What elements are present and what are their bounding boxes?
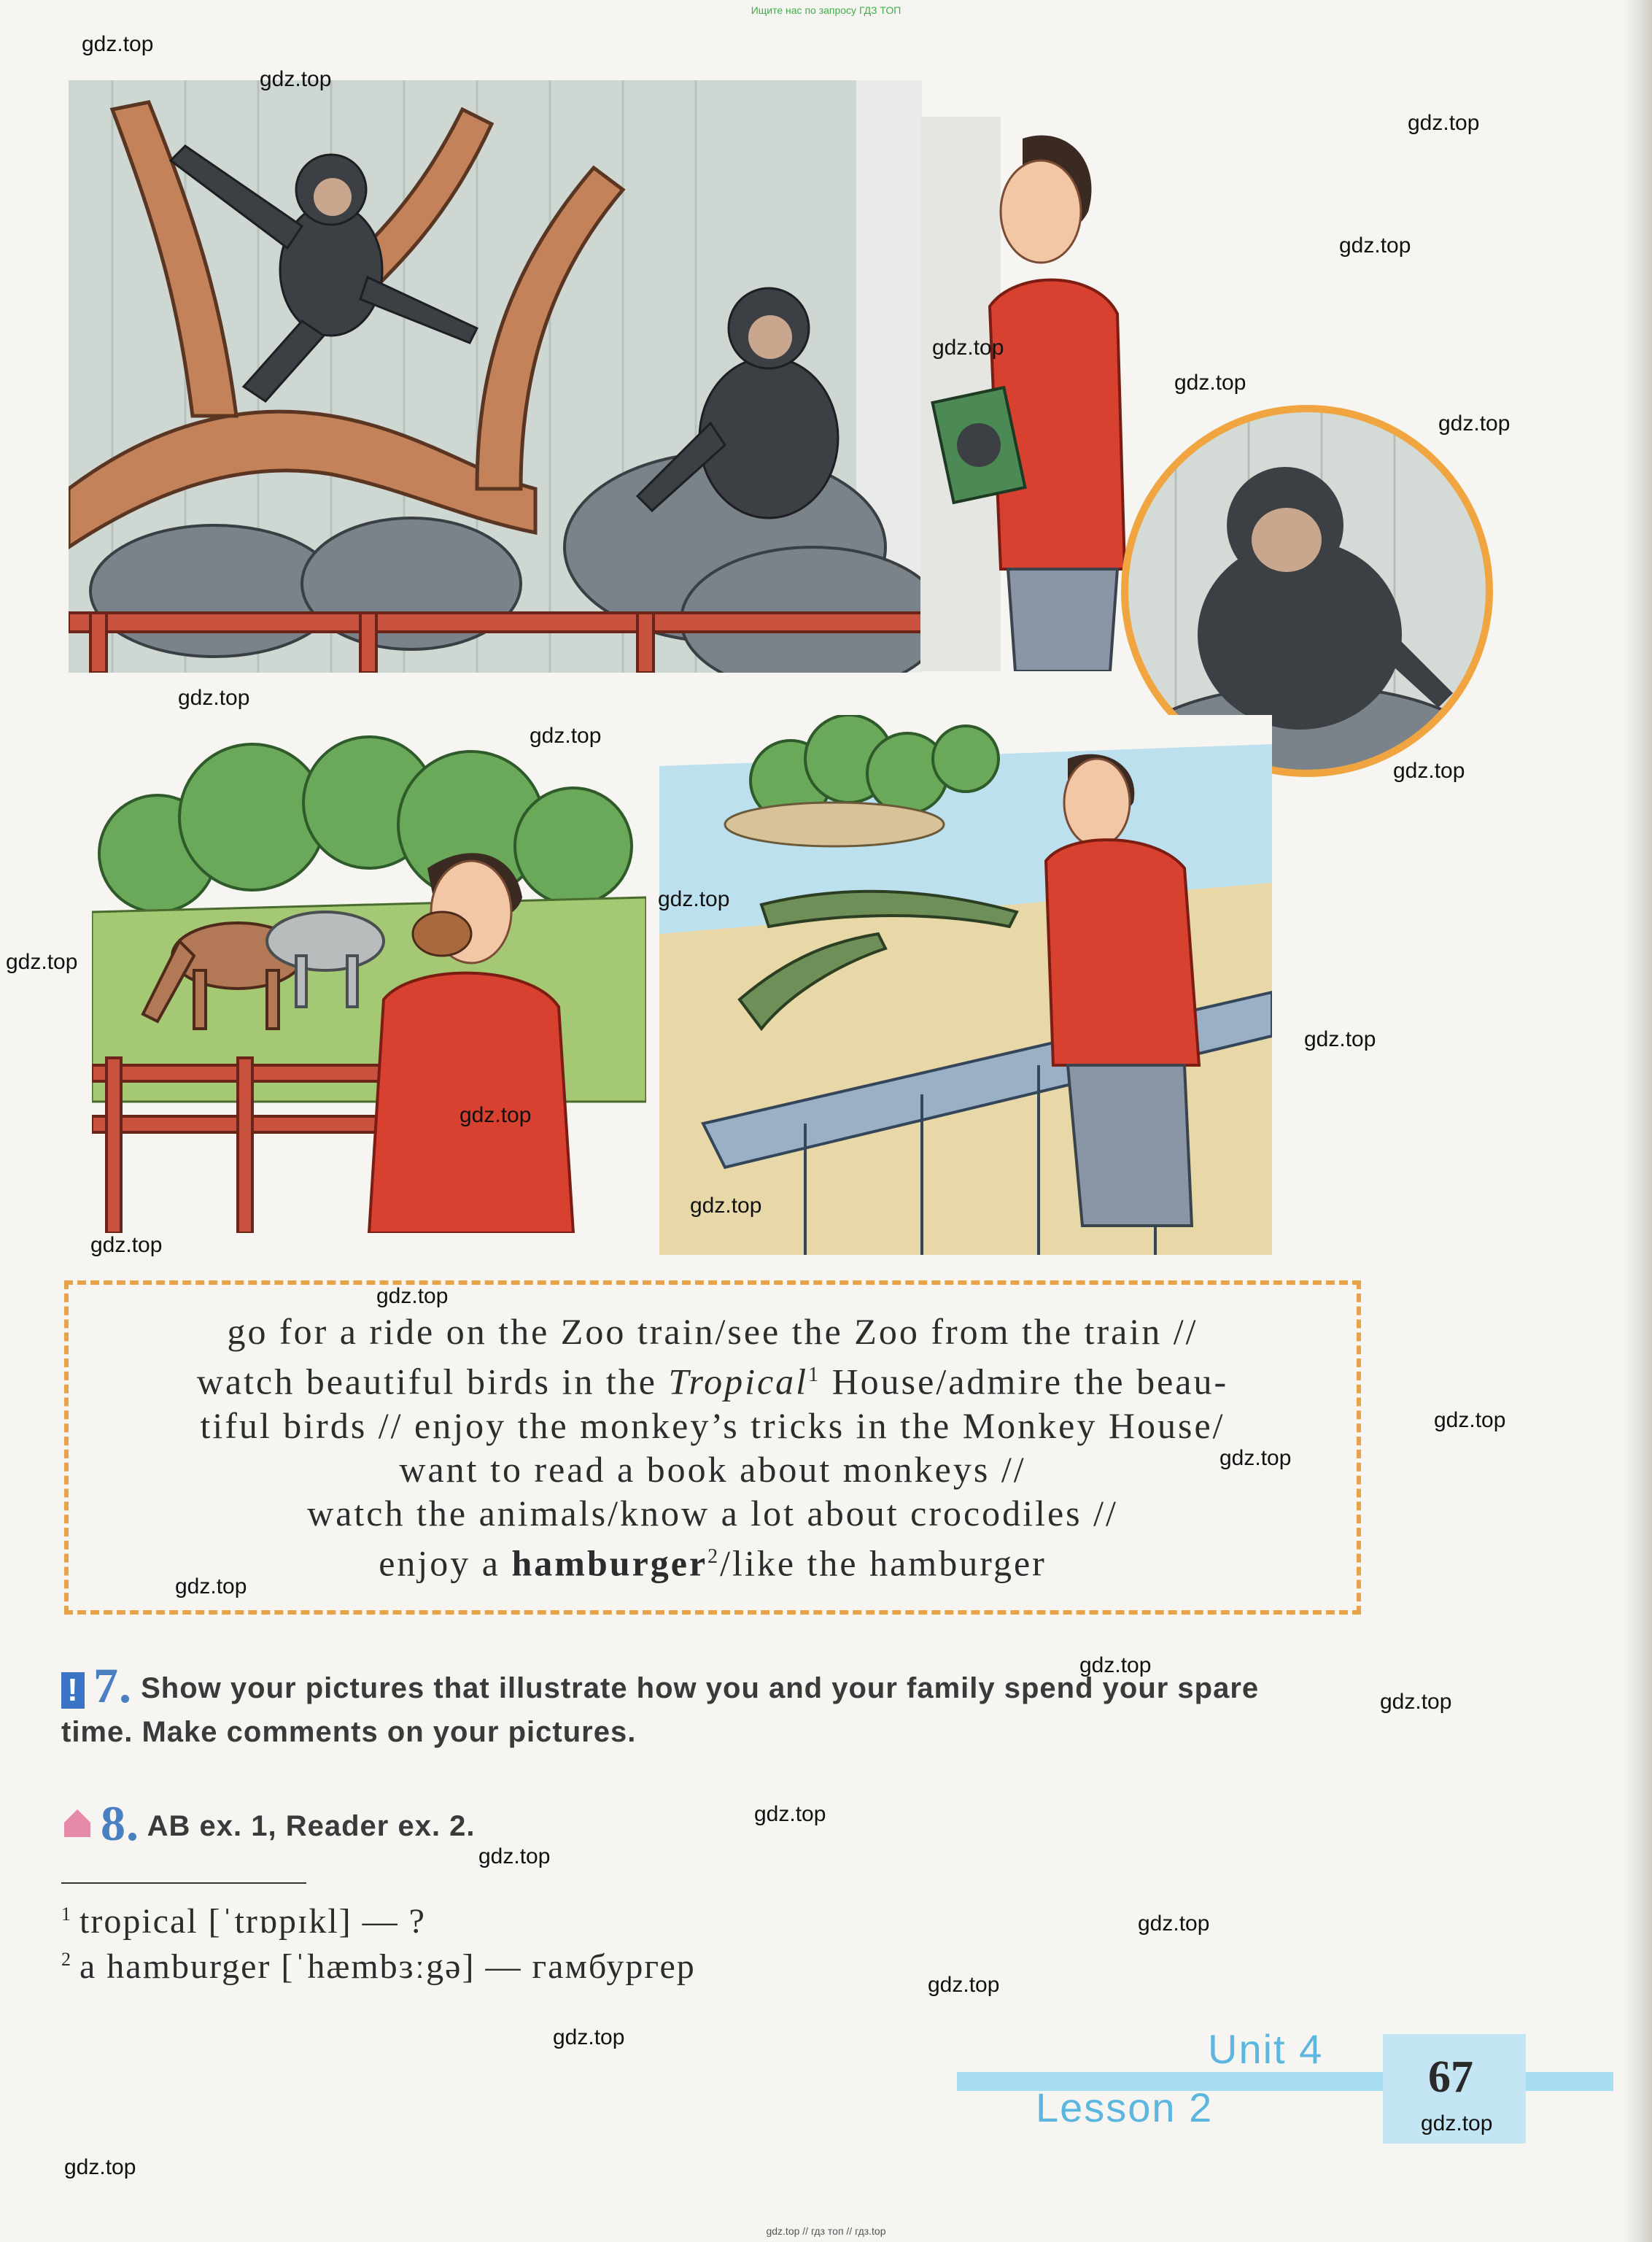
watermark: gdz.top: [1304, 1027, 1376, 1051]
watermark: gdz.top: [530, 724, 602, 748]
watermark: gdz.top: [175, 1574, 247, 1599]
watermark: gdz.top: [754, 1802, 826, 1826]
exercise-number: 8.: [101, 1795, 139, 1851]
watermark: gdz.top: [1079, 1653, 1152, 1677]
watermark: gdz.top: [1138, 1912, 1210, 1936]
watermark: gdz.top: [178, 686, 250, 710]
watermark: gdz.top: [1393, 759, 1465, 783]
illustration-boy-with-book: [920, 117, 1139, 671]
watermark: gdz.top: [82, 32, 154, 56]
watermark: gdz.top: [478, 1844, 551, 1868]
watermark: gdz.top: [1421, 2111, 1493, 2135]
watermark: gdz.top: [658, 887, 730, 911]
watermark: gdz.top: [1380, 1690, 1452, 1714]
footnote-mark-1: 1: [808, 1364, 821, 1387]
watermark: gdz.top: [64, 2155, 136, 2179]
watermark: gdz.top: [90, 1233, 163, 1257]
watermark: gdz.top: [1219, 1446, 1292, 1470]
exclamation-icon: !: [61, 1672, 85, 1709]
exercise-text: time. Make comments on your pictures.: [61, 1716, 637, 1748]
word-hamburger: hamburger: [511, 1542, 708, 1584]
illustration-crocodiles: [659, 715, 1272, 1255]
footnote-1: $^1$ tropical [ˈtrɒpɪkl] — ?: [61, 1902, 426, 1941]
exercise-text: Show your pictures that illustrate how you and your family spend your spare: [141, 1672, 1260, 1704]
watermark: gdz.top: [553, 2025, 625, 2049]
phrase-line-1: go for a ride on the Zoo train/see the Zoo from the train //: [227, 1311, 1198, 1353]
word-tropical: Tropical: [668, 1361, 809, 1402]
watermark: gdz.top: [1339, 233, 1411, 258]
exercise-8: [61, 1795, 1374, 1852]
watermark: gdz.top: [260, 67, 332, 91]
house-icon: [61, 1806, 93, 1839]
footer-note: gdz.top // гдз топ // гдз.top: [766, 2225, 886, 2237]
watermark: gdz.top: [932, 336, 1004, 360]
page-number: 67: [1428, 2052, 1473, 2102]
watermark: gdz.top: [690, 1194, 762, 1218]
header-note: Ищите нас по запросу ГДЗ ТОП: [751, 4, 901, 16]
footnote-2: $^2$ a hamburger [ˈhæmbɜːgə] — гамбургер: [61, 1947, 696, 1986]
watermark: gdz.top: [459, 1103, 532, 1127]
phrase-line-2: watch beautiful birds in the Tropical$^1$ House/admire the beau-: [196, 1361, 1229, 1402]
watermark: gdz.top: [928, 1973, 1000, 1997]
phrase-box: [64, 1280, 1361, 1615]
page-edge: [1623, 0, 1652, 2242]
footnote-mark-2: 2: [707, 1545, 721, 1568]
exercise-number: 7.: [93, 1658, 132, 1713]
phrase-line-6: enjoy a hamburger$^2$/like the hamburger: [379, 1542, 1047, 1584]
illustration-horses-boy-eating: [92, 722, 646, 1233]
watermark: gdz.top: [1408, 111, 1480, 135]
exercise-text: AB ex. 1, Reader ex. 2.: [147, 1810, 476, 1842]
watermark: gdz.top: [376, 1284, 449, 1308]
unit-label: Unit 4: [1208, 2026, 1324, 2072]
watermark: gdz.top: [6, 950, 78, 974]
footnote-divider: [61, 1882, 306, 1884]
watermark: gdz.top: [1174, 371, 1246, 395]
phrase-line-3: tiful birds // enjoy the monkey’s tricks in the Monkey House/: [200, 1405, 1225, 1446]
lesson-label: Lesson 2: [1036, 2084, 1214, 2130]
watermark: gdz.top: [1438, 411, 1511, 436]
phrase-line-5: watch the animals/know a lot about crocodiles //: [307, 1493, 1118, 1534]
phrase-line-4: want to read a book about monkeys //: [399, 1449, 1026, 1490]
watermark: gdz.top: [1434, 1408, 1506, 1432]
exercise-7: [61, 1658, 1374, 1754]
illustration-monkey-house: [69, 80, 922, 673]
